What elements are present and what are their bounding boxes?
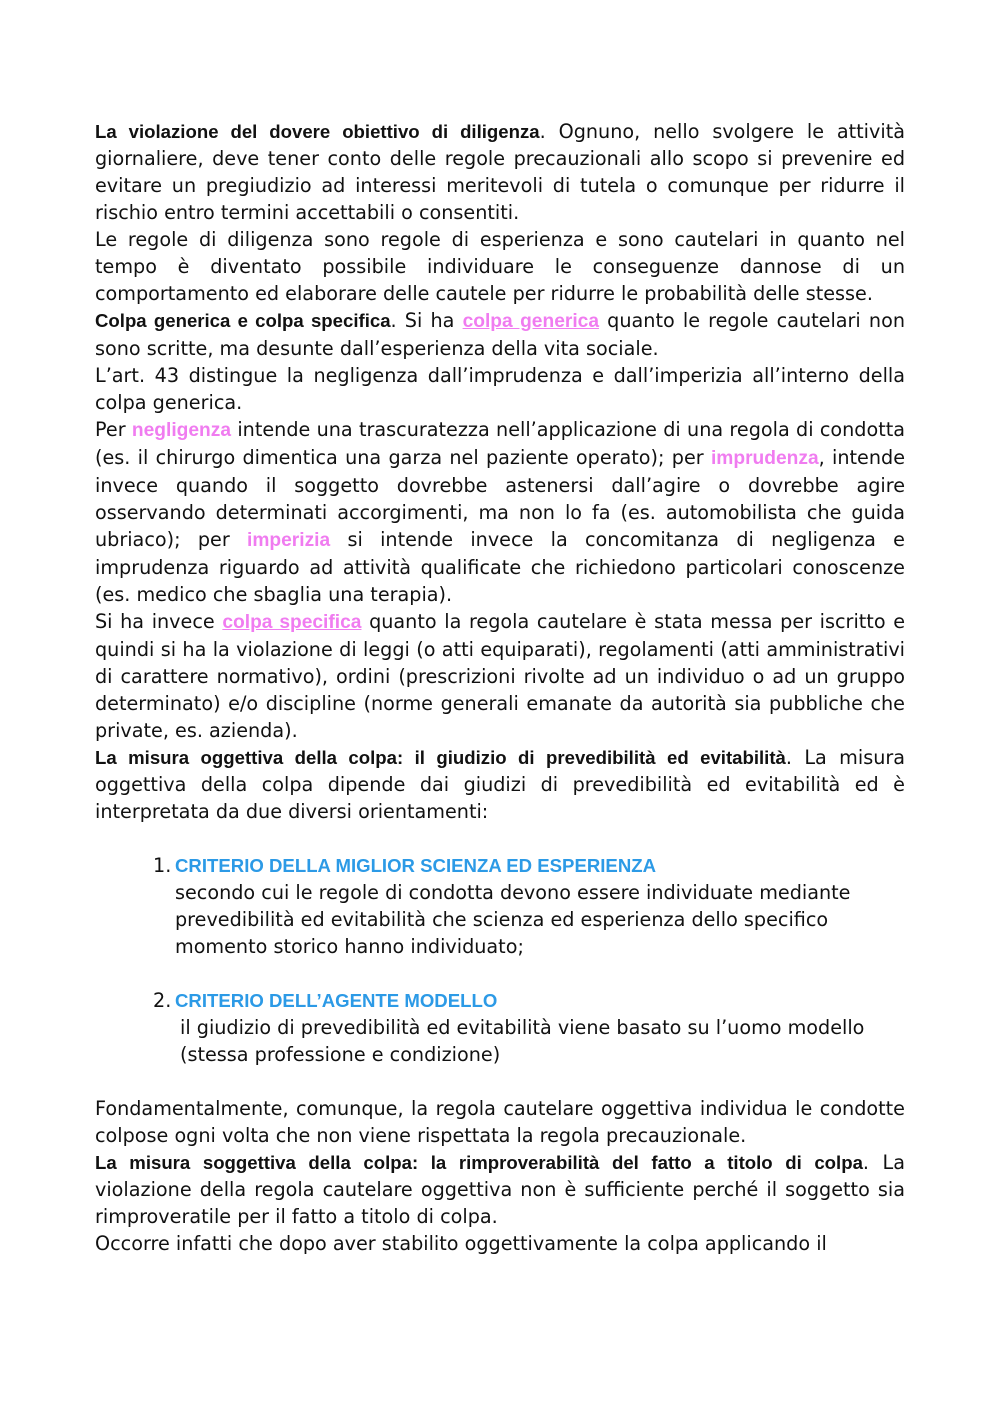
paragraph-regole-diligenza: Le regole di diligenza sono regole di esperienza e sono cautelari in quanto nel tempo è diventato possibile individuare le conseguenze dannose di un comportamento ed elaborare delle cautele per ridurre le probabilità delle stesse.	[95, 228, 905, 305]
text-span: quanto le regole cautelari non sono scritte, ma desunte dall’esperienza della vita sociale.	[95, 309, 905, 360]
heading-misura-oggettiva: La misura oggettiva della colpa: il giudizio di prevedibilità ed evitabilità	[95, 747, 786, 768]
term-negligenza: negligenza	[131, 420, 232, 441]
term-colpa-specifica: colpa specifica	[222, 612, 362, 633]
paragraph-misura-soggettiva	[95, 1149, 905, 1230]
list-item-title: CRITERIO DELL’AGENTE MODELLO	[175, 990, 498, 1011]
text-span: si intende invece la concomitanza di negligenza e imprudenza riguardo ad attività qualificate che richiedono particolari conoscenze (es. medico che sbaglia una terapia).	[95, 528, 905, 606]
list-item-body: il giudizio di prevedibilità ed evitabilità viene basato su l’uomo modello (stessa professione e condizione)	[180, 1016, 865, 1066]
paragraph-fondamentalmente: Fondamentalmente, comunque, la regola cautelare oggettiva individua le condotte colpose ogni volta che non viene rispettata la regola precauzionale.	[95, 1097, 905, 1147]
paragraph-colpa-specifica	[95, 608, 905, 744]
text-span: quanto la regola cautelare è stata messa per iscritto e quindi si ha la violazione di leggi (o atti equiparati), regolamenti (atti amministrativi di carattere normativo), ordini (prescrizioni rivolte ad un individuo o ad un gruppo determinato) e/o discipline (norme generali emanate da autorità sia pubbliche che private, es. azienda).	[95, 610, 905, 742]
term-imperizia: imperizia	[247, 530, 331, 551]
list-item-title: CRITERIO DELLA MIGLIOR SCIENZA ED ESPERIENZA	[175, 855, 657, 876]
list-item-body: secondo cui le regole di condotta devono essere individuate mediante prevedibilità ed evitabilità che scienza ed esperienza dello specifico momento storico hanno individuato;	[175, 881, 851, 958]
paragraph-negligenza	[95, 416, 905, 608]
criteria-list	[95, 852, 905, 1068]
paragraph-text: . Ognuno, nello svolgere le attività giornaliere, deve tener conto delle regole precauzionali allo scopo si prevenire ed evitare un pregiudizio ad interessi meritevoli di tutela o comunque per ridurre il rischio entro termini accettabili o consentiti.	[95, 120, 905, 224]
text-span: Si ha invece	[95, 610, 223, 633]
heading-violazione: La violazione del dovere obiettivo di diligenza	[95, 121, 540, 142]
text-span: . La misura oggettiva della colpa dipende dai giudizi di prevedibilità ed evitabilità ed è interpretata da due diversi orientamenti:	[95, 746, 906, 823]
text-span: intende una trascuratezza nell’applicazione di una regola di condotta (es. il chirurgo dimentica una garza nel paziente operato); per	[95, 418, 905, 469]
list-item	[95, 852, 905, 960]
spacer	[95, 1068, 905, 1095]
list-item	[95, 987, 905, 1068]
list-number: 2.	[153, 989, 172, 1012]
paragraph-occorre: Occorre infatti che dopo aver stabilito oggettivamente la colpa applicando il	[95, 1232, 827, 1255]
heading-colpa-generica: Colpa generica e colpa specifica	[95, 310, 391, 331]
text-span: , intende invece quando il soggetto dovrebbe astenersi dall’agire o dovrebbe agire osservando determinati accorgimenti, ma non lo fa (es. automobilista che guida ubriaco); per	[95, 446, 905, 551]
spacer	[95, 825, 905, 852]
term-colpa-generica: colpa generica	[462, 311, 600, 332]
text-span: Per	[95, 418, 132, 441]
document-page	[95, 118, 905, 1257]
list-number: 1.	[153, 854, 172, 877]
paragraph-colpa-generica	[95, 307, 905, 362]
text-span: . La violazione della regola cautelare oggettiva non è sufficiente perché il soggetto sia rimproveratile per il fatto a titolo di colpa.	[95, 1151, 905, 1228]
paragraph-misura-oggettiva	[95, 744, 905, 825]
paragraph-art-43: L’art. 43 distingue la negligenza dall’imprudenza e dall’imperizia all’interno della colpa generica.	[95, 364, 905, 414]
paragraph-violazione	[95, 118, 905, 226]
heading-misura-soggettiva: La misura soggettiva della colpa: la rimproverabilità del fatto a titolo di colpa	[95, 1152, 863, 1173]
term-imprudenza: imprudenza	[710, 448, 819, 469]
text-span: . Si ha	[390, 309, 463, 332]
spacer	[95, 960, 905, 987]
